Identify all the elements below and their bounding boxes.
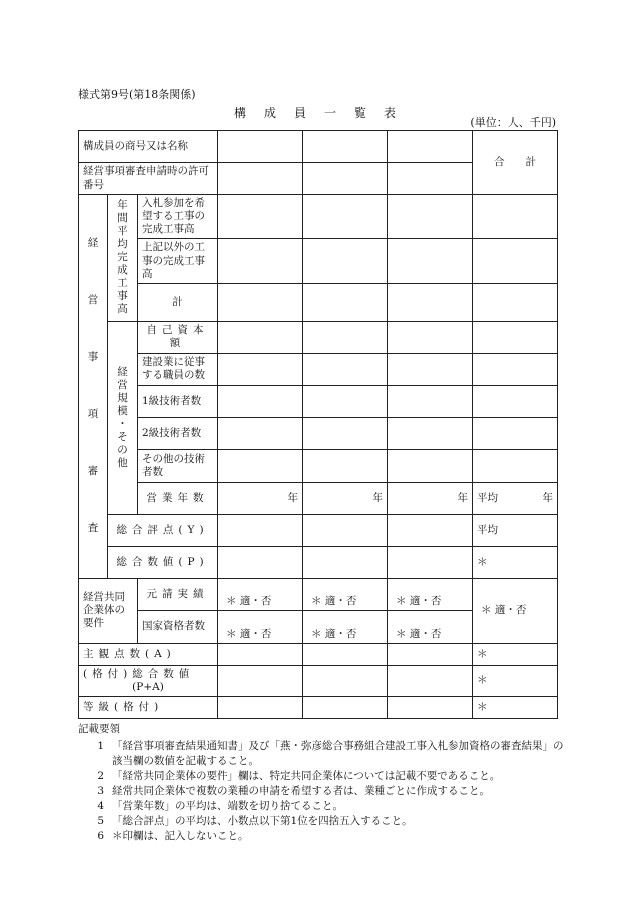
total-employee-cell[interactable] [473,353,558,385]
management-review-section: 経 営 事 項 審 査 [79,195,108,579]
member3-bid-work-cell[interactable] [388,195,473,239]
member2-grade2-cell[interactable] [303,417,388,449]
member1-employee-cell[interactable] [218,353,303,385]
member3-value-cell[interactable] [388,546,473,578]
grade2-engineer-label: 2級技術者数 [138,417,218,449]
total-score-label: 総合評点(Y) [108,514,218,546]
subjective-star-cell: ＊ [473,643,558,665]
total-other-eng-cell[interactable] [473,449,558,482]
instructions-heading: 記載要領 [78,723,120,735]
member1-other-eng-cell[interactable] [218,449,303,482]
member1-grade-cell[interactable] [218,697,303,719]
total-equity-cell[interactable] [473,321,558,353]
member3-prime-cell[interactable]: ＊ 適・否 [388,578,473,610]
member1-prime-cell[interactable]: ＊ 適・否 [218,578,303,610]
member1-subjective-cell[interactable] [218,643,303,665]
grade-label: 等級(格付) [79,697,218,719]
member2-employee-cell[interactable] [303,353,388,385]
annual-avg-completed-work-group: 年 間 平 均 完 成 工 事 高 [108,195,138,322]
member3-years-cell[interactable]: 年 [388,482,473,514]
bid-work-amount-label: 入札参加を希望する工事の完成工事高 [138,195,218,239]
member2-name-cell[interactable] [303,131,388,163]
member-list-table [78,130,558,719]
member1-grade1-cell[interactable] [218,385,303,417]
other-work-amount-label: 上記以外の工事の完成工事高 [138,239,218,283]
member2-bid-work-cell[interactable] [303,195,388,239]
member2-value-cell[interactable] [303,546,388,578]
member1-other-work-cell[interactable] [218,239,303,283]
total-grade1-cell[interactable] [473,385,558,417]
member2-other-eng-cell[interactable] [303,449,388,482]
list-item: 3 経常共同企業体で複数の業種の申請を希望する者は、業種ごとに作成すること。 [97,785,490,797]
rated-total-value-label: (格付)総合数値 (P+A) [79,665,218,696]
business-years-label: 営業年数 [138,482,218,514]
member2-subjective-cell[interactable] [303,643,388,665]
member3-permit-cell[interactable] [388,163,473,195]
member3-rated-cell[interactable] [388,665,473,696]
member1-licensed-cell[interactable]: ＊ 適・否 [218,610,303,643]
member1-rated-cell[interactable] [218,665,303,696]
member3-grade2-cell[interactable] [388,417,473,449]
member-name-label: 構成員の商号又は名称 [79,131,218,163]
list-item: 1 「経営事項審査結果通知書」及び「燕・弥彦総合事務組合建設工事入札参加資格の審査結果」の該当欄の数値を記載すること。 [97,740,564,767]
unit-label: (単位：人、千円) [470,116,556,129]
permit-number-label: 経営事項審査申請時の許可番号 [79,163,218,195]
employee-count-label: 建設業に従事する職員の数 [138,353,218,385]
equity-capital-label: 自己資本額 [138,321,218,353]
prime-contract-label: 元請実績 [138,578,218,610]
grade-star-cell: ＊ [473,697,558,719]
member1-equity-cell[interactable] [218,321,303,353]
member1-years-cell[interactable]: 年 [218,482,303,514]
member1-subtotal-cell[interactable] [218,283,303,321]
instructions [78,722,568,844]
member3-subjective-cell[interactable] [388,643,473,665]
member3-other-eng-cell[interactable] [388,449,473,482]
member3-score-cell[interactable] [388,514,473,546]
member2-prime-cell[interactable]: ＊ 適・否 [303,578,388,610]
total-value-label: 総合数値(P) [108,546,218,578]
total-bid-work-cell[interactable] [473,195,558,239]
member3-grade-cell[interactable] [388,697,473,719]
member2-permit-cell[interactable] [303,163,388,195]
member3-name-cell[interactable] [388,131,473,163]
member1-name-cell[interactable] [218,131,303,163]
management-scale-group: 経 営 規 模 ・ そ の 他 [108,321,138,514]
member1-value-cell[interactable] [218,546,303,578]
member2-years-cell[interactable]: 年 [303,482,388,514]
total-other-work-cell[interactable] [473,239,558,283]
total-header: 合 計 [473,131,558,195]
member1-grade2-cell[interactable] [218,417,303,449]
member3-subtotal-cell[interactable] [388,283,473,321]
member2-score-cell[interactable] [303,514,388,546]
work-subtotal-label: 計 [138,283,218,321]
member1-score-cell[interactable] [218,514,303,546]
total-subtotal-cell[interactable] [473,283,558,321]
member3-grade1-cell[interactable] [388,385,473,417]
page-title: 構成員一覧表 [233,106,414,120]
jv-requirements-label: 経営共同企業体の要件 [79,578,138,643]
member2-subtotal-cell[interactable] [303,283,388,321]
member2-licensed-cell[interactable]: ＊ 適・否 [303,610,388,643]
member2-grade1-cell[interactable] [303,385,388,417]
jv-total-cell: ＊ 適・否 [473,578,558,643]
member2-grade-cell[interactable] [303,697,388,719]
member3-licensed-cell[interactable]: ＊ 適・否 [388,610,473,643]
member2-rated-cell[interactable] [303,665,388,696]
total-value-star-cell: ＊ [473,546,558,578]
member1-bid-work-cell[interactable] [218,195,303,239]
list-item: 2 「経常共同企業体の要件」欄は、特定共同企業体については記載不要であること。 [97,770,501,782]
list-item: 4 「営業年数」の平均は、端数を切り捨てること。 [97,800,343,812]
total-grade2-cell[interactable] [473,417,558,449]
member2-equity-cell[interactable] [303,321,388,353]
member3-employee-cell[interactable] [388,353,473,385]
list-item: 6 ＊印欄は、記入しないこと。 [97,830,249,842]
member2-other-work-cell[interactable] [303,239,388,283]
rated-star-cell: ＊ [473,665,558,696]
form-number: 様式第9号(第18条関係) [78,88,196,101]
licensed-staff-label: 国家資格者数 [138,610,218,643]
subjective-score-label: 主観点数(A) [79,643,218,665]
avg-years-cell[interactable]: 平均 年 [473,482,558,514]
member3-other-work-cell[interactable] [388,239,473,283]
avg-score-cell[interactable]: 平均 [473,514,558,546]
other-engineer-label: その他の技術者数 [138,449,218,482]
member1-permit-cell[interactable] [218,163,303,195]
member3-equity-cell[interactable] [388,321,473,353]
list-item: 5 「総合評点」の平均は、小数点以下第1位を四捨五入すること。 [97,815,413,827]
grade1-engineer-label: 1級技術者数 [138,385,218,417]
